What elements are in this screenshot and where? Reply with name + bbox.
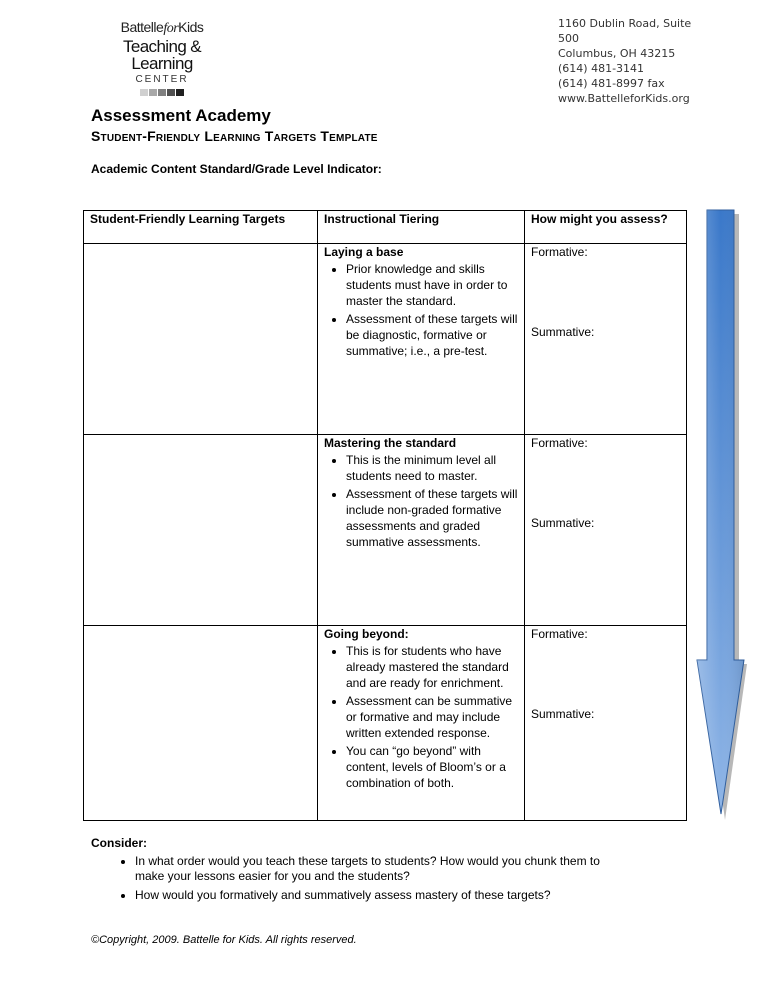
down-arrow-icon [694, 208, 754, 822]
logo-line1: BattelleforKids [120, 19, 204, 36]
address-website: www.BattelleforKids.org [558, 92, 690, 105]
col-header-targets: Student-Friendly Learning Targets [84, 211, 318, 244]
tier-bullet: • Prior knowledge and skills students must have in order to master the standard. [346, 261, 518, 309]
consider-item: • In what order would you teach these targets to students? How would you chunk them to make your lessons easier for you and the students? [135, 854, 611, 884]
tier-bullet: • You can “go beyond” with content, levels of Bloom’s or a combination of both. [346, 743, 518, 791]
logo-bars [92, 89, 232, 96]
assess-cell[interactable] [525, 435, 687, 626]
consider-item: • How would you formatively and summatively assess mastery of these targets? [135, 888, 611, 903]
tier-heading: Laying a base [324, 245, 404, 259]
summative-label: Summative: [531, 707, 595, 721]
table-row [84, 435, 687, 626]
tier-cell [318, 626, 525, 821]
target-cell[interactable] [84, 626, 318, 821]
copyright-notice: ©Copyright, 2009. Battelle for Kids. All rights reserved. [91, 934, 357, 946]
assess-cell[interactable] [525, 244, 687, 435]
tier-heading: Mastering the standard [324, 436, 457, 450]
targets-table [83, 210, 687, 821]
address-line: 500 [558, 32, 579, 45]
address-block [558, 16, 718, 106]
logo-bar [176, 89, 184, 96]
tier-cell [318, 435, 525, 626]
tier-bullet: • Assessment of these targets will be diagnostic, formative or summative; i.e., a pre-test. [346, 311, 518, 359]
table-header-row [84, 211, 687, 244]
tier-bullet: • This is the minimum level all students need to master. [346, 452, 518, 484]
logo-bar [140, 89, 148, 96]
summative-label: Summative: [531, 325, 595, 339]
tier-bullet: • Assessment of these targets will include non-graded formative assessments and graded summative assessments. [346, 486, 518, 550]
summative-label: Summative: [531, 516, 595, 530]
address-fax: (614) 481-8997 fax [558, 77, 665, 90]
tier-bullet: • Assessment can be summative or formative and may include written extended response. [346, 693, 518, 741]
col-header-tiering: Instructional Tiering [318, 211, 525, 244]
tier-bullets [324, 643, 518, 791]
battelle-logo [92, 20, 232, 96]
address-line: Columbus, OH 43215 [558, 47, 676, 60]
page-subtitle: Student-Friendly Learning Targets Template [91, 128, 378, 144]
table-row [84, 626, 687, 821]
logo-bar [158, 89, 166, 96]
formative-label: Formative: [531, 627, 588, 641]
tier-heading: Going beyond: [324, 627, 409, 641]
formative-label: Formative: [531, 436, 588, 450]
logo-bar [167, 89, 175, 96]
page-title: Assessment Academy [91, 106, 271, 125]
consider-section [91, 836, 611, 907]
tier-bullet: • This is for students who have already mastered the standard and are ready for enrichment. [346, 643, 518, 691]
logo-line3: CENTER [135, 74, 189, 85]
address-line: 1160 Dublin Road, Suite [558, 17, 692, 30]
consider-heading: Consider: [91, 836, 148, 850]
tier-cell [318, 244, 525, 435]
logo-line2: Teaching & Learning [122, 37, 202, 73]
tier-bullets [324, 452, 518, 550]
address-phone: (614) 481-3141 [558, 62, 645, 75]
tier-bullets [324, 261, 518, 359]
col-header-assess: How might you assess? [525, 211, 687, 244]
consider-list [91, 854, 611, 903]
formative-label: Formative: [531, 245, 588, 259]
target-cell[interactable] [84, 244, 318, 435]
table-row [84, 244, 687, 435]
standard-label: Academic Content Standard/Grade Level Indicator: [91, 162, 382, 176]
assess-cell[interactable] [525, 626, 687, 821]
logo-bar [149, 89, 157, 96]
target-cell[interactable] [84, 435, 318, 626]
